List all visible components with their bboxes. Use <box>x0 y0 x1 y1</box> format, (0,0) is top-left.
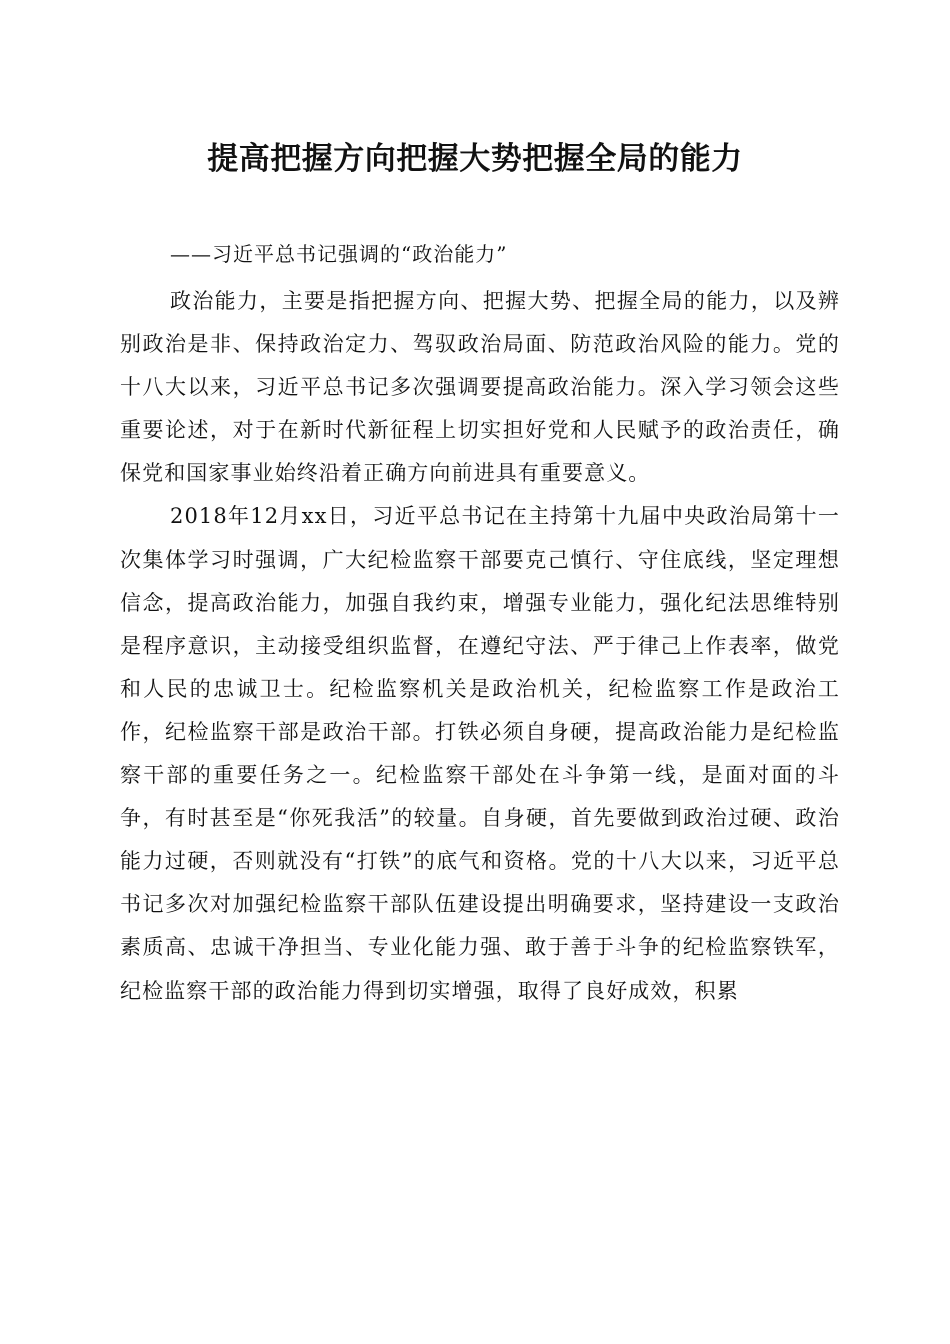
document-body <box>120 280 840 1013</box>
body-paragraph-1: 政治能力，主要是指把握方向、把握大势、把握全局的能力，以及辨别政治是非、保持政治定力、驾驭政治局面、防范政治风险的能力。党的十八大以来，习近平总书记多次强调要提高政治能力。深入学习领会这些重要论述，对于在新时代新征程上切实担好党和人民赋予的政治责任，确保党和国家事业始终沿着正确方向前进具有重要意义。 <box>120 289 840 486</box>
body-paragraph-2: 2018年12月xx日，习近平总书记在主持第十九届中央政治局第十一次集体学习时强调，广大纪检监察干部要克己慎行、守住底线，坚定理想信念，提高政治能力，加强自我约束，增强专业能力，强化纪法思维特别是程序意识，主动接受组织监督，在遵纪守法、严于律己上作表率，做党和人民的忠诚卫士。纪检监察机关是政治机关，纪检监察工作是政治工作，纪检监察干部是政治干部。打铁必须自身硬，提高政治能力是纪检监察干部的重要任务之一。纪检监察干部处在斗争第一线，是面对面的斗争，有时甚至是“你死我活”的较量。自身硬，首先要做到政治过硬、政治能力过硬，否则就没有“打铁”的底气和资格。党的十八大以来，习近平总书记多次对加强纪检监察干部队伍建设提出明确要求，坚持建设一支政治素质高、忠诚干净担当、专业化能力强、敢于善于斗争的纪检监察铁军，纪检监察干部的政治能力得到切实增强，取得了良好成效，积累 <box>120 504 840 1003</box>
document-title: 提高把握方向把握大势把握全局的能力 <box>207 141 743 177</box>
document-subtitle: ——习近平总书记强调的“政治能力” <box>170 242 508 266</box>
